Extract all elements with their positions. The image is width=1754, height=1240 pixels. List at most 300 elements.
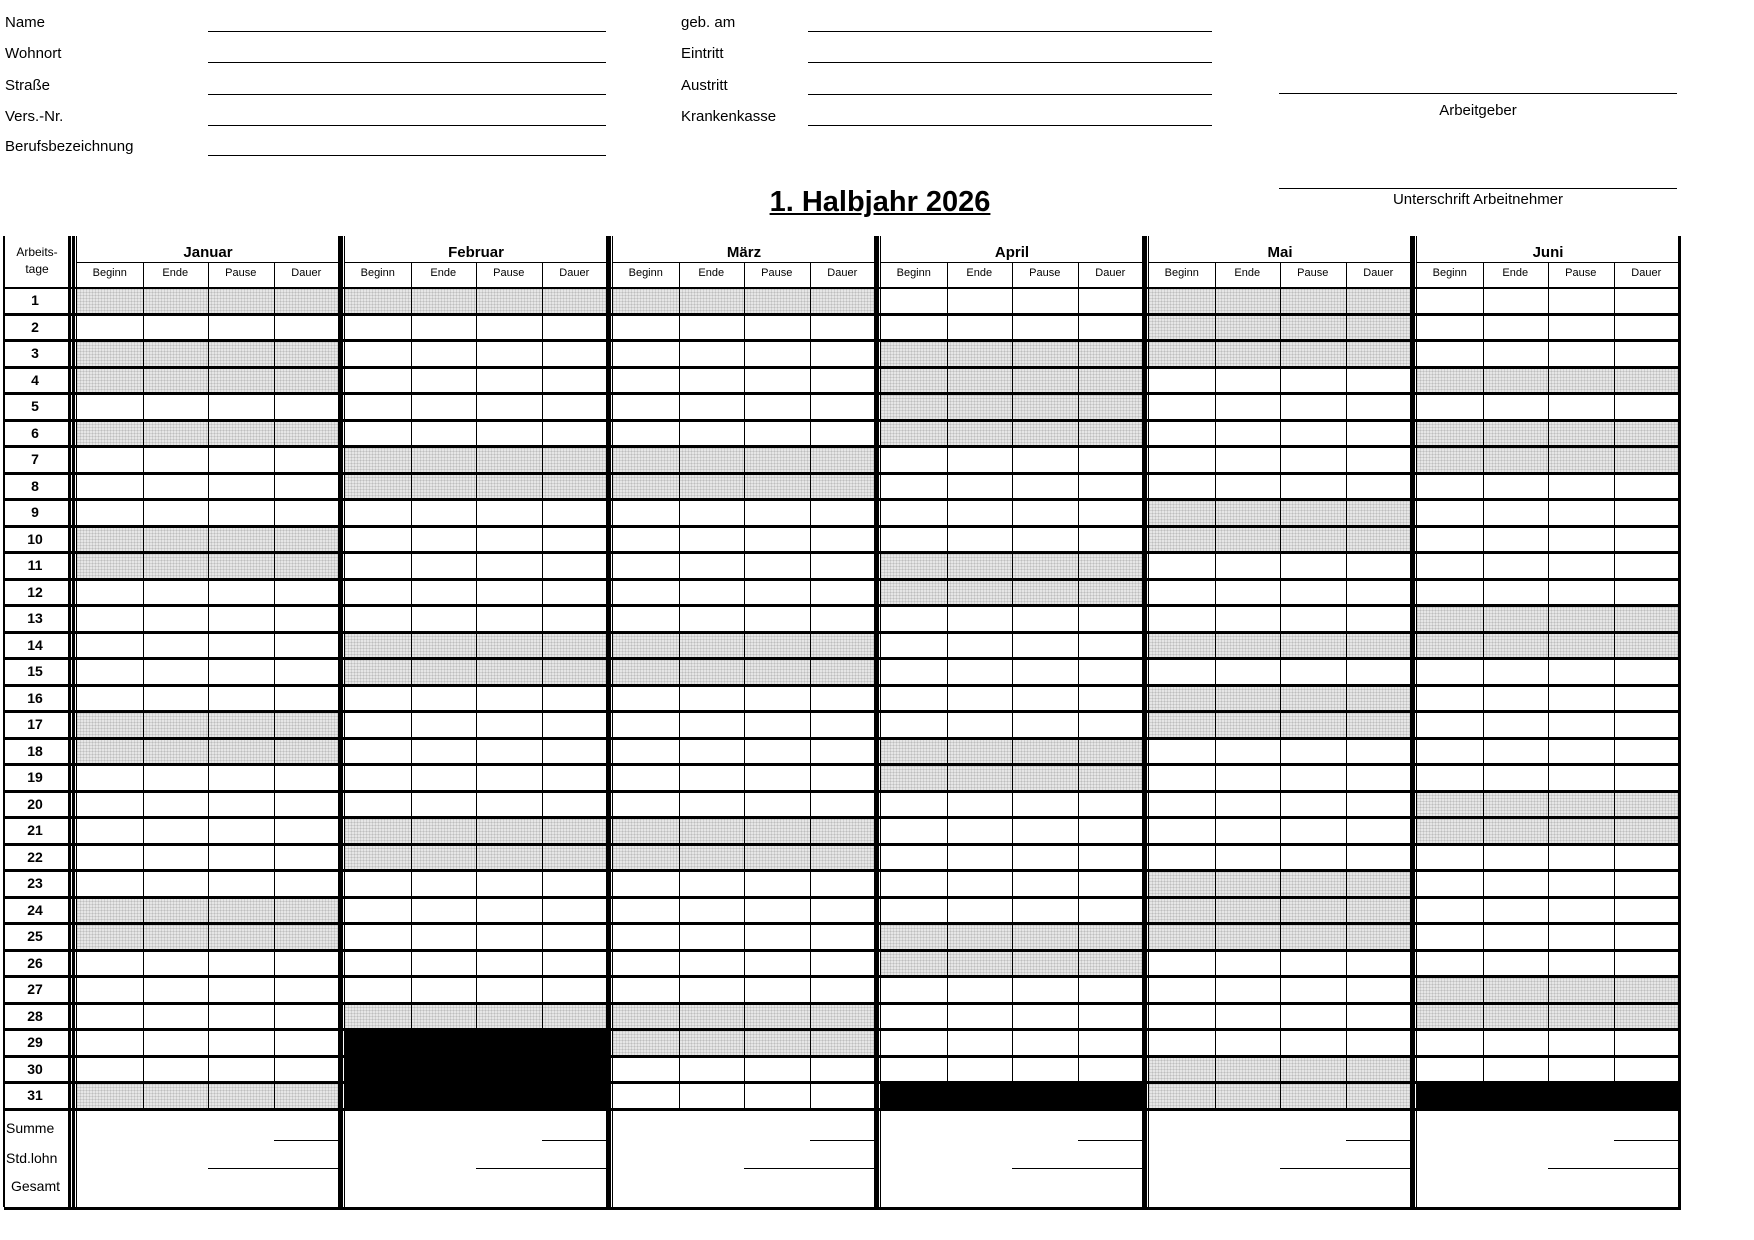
time-entry-cell[interactable] [1417, 314, 1483, 341]
time-entry-cell[interactable] [1548, 976, 1614, 1003]
time-entry-cell[interactable] [345, 950, 411, 977]
time-entry-cell[interactable] [744, 870, 810, 897]
time-entry-cell[interactable] [476, 870, 542, 897]
time-entry-cell[interactable] [679, 685, 745, 712]
time-entry-cell[interactable] [476, 287, 542, 314]
time-entry-cell[interactable] [1149, 605, 1215, 632]
time-entry-cell[interactable] [679, 738, 745, 765]
time-entry-cell[interactable] [613, 473, 679, 500]
time-entry-cell[interactable] [947, 473, 1013, 500]
time-entry-cell[interactable] [1078, 552, 1144, 579]
time-entry-cell[interactable] [1614, 791, 1680, 818]
time-entry-cell[interactable] [744, 446, 810, 473]
time-entry-cell[interactable] [1280, 367, 1346, 394]
time-entry-cell[interactable] [476, 393, 542, 420]
time-entry-cell[interactable] [679, 897, 745, 924]
time-entry-cell[interactable] [881, 897, 947, 924]
time-entry-cell[interactable] [208, 711, 274, 738]
time-entry-cell[interactable] [1614, 738, 1680, 765]
time-entry-cell[interactable] [679, 923, 745, 950]
time-entry-cell[interactable] [143, 1056, 209, 1083]
time-entry-cell[interactable] [679, 1029, 745, 1056]
time-entry-cell[interactable] [542, 632, 608, 659]
time-entry-cell[interactable] [1078, 632, 1144, 659]
time-entry-cell[interactable] [1614, 1056, 1680, 1083]
time-entry-cell[interactable] [208, 976, 274, 1003]
time-entry-cell[interactable] [143, 420, 209, 447]
time-entry-cell[interactable] [881, 340, 947, 367]
time-entry-cell[interactable] [1483, 976, 1549, 1003]
time-entry-cell[interactable] [1483, 950, 1549, 977]
time-entry-cell[interactable] [345, 844, 411, 871]
time-entry-cell[interactable] [1149, 844, 1215, 871]
time-entry-cell[interactable] [274, 685, 340, 712]
time-entry-cell[interactable] [947, 420, 1013, 447]
time-entry-cell[interactable] [810, 1003, 876, 1030]
time-entry-cell[interactable] [613, 1082, 679, 1109]
time-entry-cell[interactable] [1149, 579, 1215, 606]
time-entry-cell[interactable] [1280, 764, 1346, 791]
time-entry-cell[interactable] [274, 446, 340, 473]
time-entry-cell[interactable] [947, 791, 1013, 818]
time-entry-cell[interactable] [411, 473, 477, 500]
time-entry-cell[interactable] [1149, 1082, 1215, 1109]
time-entry-cell[interactable] [1483, 420, 1549, 447]
time-entry-cell[interactable] [143, 1029, 209, 1056]
time-entry-cell[interactable] [613, 340, 679, 367]
time-entry-cell[interactable] [542, 685, 608, 712]
time-entry-cell[interactable] [810, 1082, 876, 1109]
time-entry-cell[interactable] [542, 844, 608, 871]
time-entry-cell[interactable] [1614, 870, 1680, 897]
time-entry-cell[interactable] [1417, 420, 1483, 447]
time-entry-cell[interactable] [613, 1003, 679, 1030]
time-entry-cell[interactable] [679, 658, 745, 685]
time-entry-cell[interactable] [274, 1029, 340, 1056]
time-entry-cell[interactable] [1078, 923, 1144, 950]
time-entry-cell[interactable] [1483, 738, 1549, 765]
time-entry-cell[interactable] [77, 950, 143, 977]
time-entry-cell[interactable] [1280, 605, 1346, 632]
time-entry-cell[interactable] [1548, 393, 1614, 420]
time-entry-cell[interactable] [476, 314, 542, 341]
time-entry-cell[interactable] [1417, 923, 1483, 950]
time-entry-cell[interactable] [345, 579, 411, 606]
time-entry-cell[interactable] [1215, 976, 1281, 1003]
time-entry-cell[interactable] [345, 711, 411, 738]
time-entry-cell[interactable] [1346, 870, 1412, 897]
time-entry-cell[interactable] [947, 658, 1013, 685]
time-entry-cell[interactable] [1548, 658, 1614, 685]
time-entry-cell[interactable] [1149, 791, 1215, 818]
time-entry-cell[interactable] [1215, 897, 1281, 924]
time-entry-cell[interactable] [274, 367, 340, 394]
time-entry-cell[interactable] [208, 552, 274, 579]
time-entry-cell[interactable] [1417, 976, 1483, 1003]
time-entry-cell[interactable] [1614, 446, 1680, 473]
wage-line[interactable] [744, 1168, 875, 1169]
time-entry-cell[interactable] [1346, 897, 1412, 924]
time-entry-cell[interactable] [1215, 685, 1281, 712]
time-entry-cell[interactable] [77, 870, 143, 897]
time-entry-cell[interactable] [1012, 791, 1078, 818]
time-entry-cell[interactable] [476, 658, 542, 685]
time-entry-cell[interactable] [1614, 817, 1680, 844]
time-entry-cell[interactable] [679, 579, 745, 606]
time-entry-cell[interactable] [744, 605, 810, 632]
time-entry-cell[interactable] [1346, 526, 1412, 553]
time-entry-cell[interactable] [679, 499, 745, 526]
time-entry-cell[interactable] [476, 605, 542, 632]
time-entry-cell[interactable] [1614, 844, 1680, 871]
time-entry-cell[interactable] [881, 393, 947, 420]
time-entry-cell[interactable] [1548, 314, 1614, 341]
time-entry-cell[interactable] [1548, 950, 1614, 977]
time-entry-cell[interactable] [744, 764, 810, 791]
time-entry-cell[interactable] [1346, 791, 1412, 818]
time-entry-cell[interactable] [744, 499, 810, 526]
time-entry-cell[interactable] [1012, 287, 1078, 314]
time-entry-cell[interactable] [744, 473, 810, 500]
time-entry-cell[interactable] [1548, 711, 1614, 738]
time-entry-cell[interactable] [411, 446, 477, 473]
time-entry-cell[interactable] [1614, 287, 1680, 314]
time-entry-cell[interactable] [1078, 579, 1144, 606]
time-entry-cell[interactable] [1417, 579, 1483, 606]
time-entry-cell[interactable] [345, 1003, 411, 1030]
time-entry-cell[interactable] [143, 1003, 209, 1030]
time-entry-cell[interactable] [613, 791, 679, 818]
time-entry-cell[interactable] [77, 579, 143, 606]
time-entry-cell[interactable] [274, 870, 340, 897]
time-entry-cell[interactable] [1012, 632, 1078, 659]
time-entry-cell[interactable] [1548, 632, 1614, 659]
time-entry-cell[interactable] [143, 552, 209, 579]
time-entry-cell[interactable] [1483, 314, 1549, 341]
time-entry-cell[interactable] [542, 420, 608, 447]
time-entry-cell[interactable] [881, 632, 947, 659]
time-entry-cell[interactable] [1548, 552, 1614, 579]
time-entry-cell[interactable] [881, 950, 947, 977]
wage-line[interactable] [208, 1168, 339, 1169]
time-entry-cell[interactable] [542, 950, 608, 977]
time-entry-cell[interactable] [1417, 552, 1483, 579]
time-entry-cell[interactable] [947, 393, 1013, 420]
time-entry-cell[interactable] [613, 420, 679, 447]
time-entry-cell[interactable] [411, 817, 477, 844]
time-entry-cell[interactable] [1215, 870, 1281, 897]
time-entry-cell[interactable] [77, 632, 143, 659]
time-entry-cell[interactable] [476, 817, 542, 844]
time-entry-cell[interactable] [1280, 287, 1346, 314]
time-entry-cell[interactable] [810, 658, 876, 685]
time-entry-cell[interactable] [476, 685, 542, 712]
time-entry-cell[interactable] [476, 473, 542, 500]
time-entry-cell[interactable] [1012, 393, 1078, 420]
time-entry-cell[interactable] [1215, 420, 1281, 447]
time-entry-cell[interactable] [1215, 844, 1281, 871]
time-entry-cell[interactable] [947, 287, 1013, 314]
time-entry-cell[interactable] [613, 393, 679, 420]
time-entry-cell[interactable] [1280, 1003, 1346, 1030]
time-entry-cell[interactable] [810, 844, 876, 871]
time-entry-cell[interactable] [476, 897, 542, 924]
time-entry-cell[interactable] [1483, 923, 1549, 950]
time-entry-cell[interactable] [143, 367, 209, 394]
time-entry-cell[interactable] [345, 658, 411, 685]
time-entry-cell[interactable] [77, 499, 143, 526]
time-entry-cell[interactable] [143, 579, 209, 606]
sum-line[interactable] [1614, 1140, 1680, 1141]
time-entry-cell[interactable] [947, 923, 1013, 950]
time-entry-cell[interactable] [1417, 393, 1483, 420]
time-entry-cell[interactable] [679, 764, 745, 791]
time-entry-cell[interactable] [1483, 817, 1549, 844]
time-entry-cell[interactable] [208, 526, 274, 553]
time-entry-cell[interactable] [274, 605, 340, 632]
time-entry-cell[interactable] [1078, 764, 1144, 791]
time-entry-cell[interactable] [881, 287, 947, 314]
time-entry-cell[interactable] [947, 738, 1013, 765]
time-entry-cell[interactable] [411, 791, 477, 818]
time-entry-cell[interactable] [1149, 367, 1215, 394]
time-entry-cell[interactable] [1078, 287, 1144, 314]
time-entry-cell[interactable] [274, 764, 340, 791]
time-entry-cell[interactable] [881, 685, 947, 712]
time-entry-cell[interactable] [77, 1003, 143, 1030]
time-entry-cell[interactable] [542, 340, 608, 367]
time-entry-cell[interactable] [208, 685, 274, 712]
time-entry-cell[interactable] [1417, 764, 1483, 791]
time-entry-cell[interactable] [1149, 446, 1215, 473]
time-entry-cell[interactable] [1548, 738, 1614, 765]
time-entry-cell[interactable] [613, 658, 679, 685]
time-entry-cell[interactable] [274, 393, 340, 420]
time-entry-cell[interactable] [947, 632, 1013, 659]
time-entry-cell[interactable] [1215, 1082, 1281, 1109]
time-entry-cell[interactable] [77, 844, 143, 871]
time-entry-cell[interactable] [542, 738, 608, 765]
time-entry-cell[interactable] [1346, 976, 1412, 1003]
time-entry-cell[interactable] [1614, 658, 1680, 685]
time-entry-cell[interactable] [613, 711, 679, 738]
time-entry-cell[interactable] [810, 870, 876, 897]
time-entry-cell[interactable] [1417, 473, 1483, 500]
time-entry-cell[interactable] [679, 287, 745, 314]
time-entry-cell[interactable] [1012, 976, 1078, 1003]
time-entry-cell[interactable] [1548, 685, 1614, 712]
time-entry-cell[interactable] [947, 605, 1013, 632]
time-entry-cell[interactable] [1078, 897, 1144, 924]
time-entry-cell[interactable] [881, 923, 947, 950]
time-entry-cell[interactable] [1548, 499, 1614, 526]
time-entry-cell[interactable] [679, 950, 745, 977]
time-entry-cell[interactable] [1012, 1029, 1078, 1056]
time-entry-cell[interactable] [1215, 473, 1281, 500]
time-entry-cell[interactable] [1483, 711, 1549, 738]
time-entry-cell[interactable] [1215, 711, 1281, 738]
time-entry-cell[interactable] [345, 340, 411, 367]
time-entry-cell[interactable] [274, 791, 340, 818]
time-entry-cell[interactable] [476, 950, 542, 977]
time-entry-cell[interactable] [274, 579, 340, 606]
time-entry-cell[interactable] [1280, 738, 1346, 765]
time-entry-cell[interactable] [881, 552, 947, 579]
time-entry-cell[interactable] [476, 446, 542, 473]
time-entry-cell[interactable] [881, 526, 947, 553]
time-entry-cell[interactable] [1346, 1029, 1412, 1056]
time-entry-cell[interactable] [1078, 870, 1144, 897]
time-entry-cell[interactable] [881, 1056, 947, 1083]
time-entry-cell[interactable] [208, 844, 274, 871]
time-entry-cell[interactable] [77, 923, 143, 950]
time-entry-cell[interactable] [345, 526, 411, 553]
time-entry-cell[interactable] [208, 738, 274, 765]
time-entry-cell[interactable] [411, 711, 477, 738]
time-entry-cell[interactable] [208, 393, 274, 420]
time-entry-cell[interactable] [1346, 420, 1412, 447]
time-entry-cell[interactable] [77, 314, 143, 341]
time-entry-cell[interactable] [542, 923, 608, 950]
time-entry-cell[interactable] [411, 420, 477, 447]
time-entry-cell[interactable] [1078, 685, 1144, 712]
time-entry-cell[interactable] [542, 791, 608, 818]
time-entry-cell[interactable] [143, 685, 209, 712]
time-entry-cell[interactable] [411, 685, 477, 712]
time-entry-cell[interactable] [1483, 605, 1549, 632]
time-entry-cell[interactable] [1012, 764, 1078, 791]
time-entry-cell[interactable] [208, 632, 274, 659]
time-entry-cell[interactable] [1614, 499, 1680, 526]
time-entry-cell[interactable] [947, 367, 1013, 394]
time-entry-cell[interactable] [613, 870, 679, 897]
time-entry-cell[interactable] [947, 314, 1013, 341]
time-entry-cell[interactable] [1078, 711, 1144, 738]
time-entry-cell[interactable] [274, 499, 340, 526]
time-entry-cell[interactable] [1346, 817, 1412, 844]
time-entry-cell[interactable] [1417, 685, 1483, 712]
time-entry-cell[interactable] [613, 764, 679, 791]
time-entry-cell[interactable] [881, 605, 947, 632]
time-entry-cell[interactable] [881, 844, 947, 871]
time-entry-cell[interactable] [542, 579, 608, 606]
time-entry-cell[interactable] [77, 605, 143, 632]
time-entry-cell[interactable] [542, 605, 608, 632]
time-entry-cell[interactable] [77, 473, 143, 500]
time-entry-cell[interactable] [613, 685, 679, 712]
time-entry-cell[interactable] [411, 367, 477, 394]
time-entry-cell[interactable] [77, 367, 143, 394]
time-entry-cell[interactable] [476, 738, 542, 765]
time-entry-cell[interactable] [345, 817, 411, 844]
time-entry-cell[interactable] [744, 393, 810, 420]
time-entry-cell[interactable] [274, 287, 340, 314]
time-entry-cell[interactable] [1215, 287, 1281, 314]
time-entry-cell[interactable] [1417, 1003, 1483, 1030]
time-entry-cell[interactable] [1483, 340, 1549, 367]
time-entry-cell[interactable] [1417, 658, 1483, 685]
time-entry-cell[interactable] [679, 446, 745, 473]
time-entry-cell[interactable] [143, 658, 209, 685]
time-entry-cell[interactable] [1280, 632, 1346, 659]
time-entry-cell[interactable] [274, 314, 340, 341]
time-entry-cell[interactable] [744, 632, 810, 659]
time-entry-cell[interactable] [613, 314, 679, 341]
time-entry-cell[interactable] [1614, 950, 1680, 977]
time-entry-cell[interactable] [1280, 897, 1346, 924]
time-entry-cell[interactable] [679, 314, 745, 341]
time-entry-cell[interactable] [810, 605, 876, 632]
time-entry-cell[interactable] [274, 711, 340, 738]
time-entry-cell[interactable] [613, 605, 679, 632]
time-entry-cell[interactable] [1149, 923, 1215, 950]
time-entry-cell[interactable] [476, 340, 542, 367]
time-entry-cell[interactable] [947, 340, 1013, 367]
time-entry-cell[interactable] [1078, 738, 1144, 765]
time-entry-cell[interactable] [143, 897, 209, 924]
time-entry-cell[interactable] [345, 605, 411, 632]
time-entry-cell[interactable] [881, 446, 947, 473]
time-entry-cell[interactable] [143, 976, 209, 1003]
time-entry-cell[interactable] [345, 923, 411, 950]
time-entry-cell[interactable] [411, 923, 477, 950]
time-entry-cell[interactable] [1078, 526, 1144, 553]
time-entry-cell[interactable] [208, 367, 274, 394]
time-entry-cell[interactable] [1078, 817, 1144, 844]
time-entry-cell[interactable] [345, 473, 411, 500]
time-entry-cell[interactable] [613, 499, 679, 526]
time-entry-cell[interactable] [476, 552, 542, 579]
time-entry-cell[interactable] [810, 738, 876, 765]
time-entry-cell[interactable] [1078, 473, 1144, 500]
time-entry-cell[interactable] [1149, 950, 1215, 977]
time-entry-cell[interactable] [411, 844, 477, 871]
time-entry-cell[interactable] [947, 844, 1013, 871]
time-entry-cell[interactable] [77, 658, 143, 685]
time-entry-cell[interactable] [1346, 844, 1412, 871]
time-entry-cell[interactable] [744, 923, 810, 950]
time-entry-cell[interactable] [77, 791, 143, 818]
time-entry-cell[interactable] [1548, 791, 1614, 818]
time-entry-cell[interactable] [810, 367, 876, 394]
time-entry-cell[interactable] [613, 976, 679, 1003]
time-entry-cell[interactable] [1012, 552, 1078, 579]
time-entry-cell[interactable] [1078, 420, 1144, 447]
time-entry-cell[interactable] [208, 1082, 274, 1109]
time-entry-cell[interactable] [143, 499, 209, 526]
time-entry-cell[interactable] [1280, 446, 1346, 473]
time-entry-cell[interactable] [810, 314, 876, 341]
time-entry-cell[interactable] [1483, 1003, 1549, 1030]
time-entry-cell[interactable] [143, 711, 209, 738]
time-entry-cell[interactable] [274, 976, 340, 1003]
time-entry-cell[interactable] [411, 764, 477, 791]
time-entry-cell[interactable] [881, 791, 947, 818]
time-entry-cell[interactable] [208, 870, 274, 897]
time-entry-cell[interactable] [744, 976, 810, 1003]
time-entry-cell[interactable] [208, 658, 274, 685]
time-entry-cell[interactable] [542, 393, 608, 420]
time-entry-cell[interactable] [1346, 393, 1412, 420]
time-entry-cell[interactable] [274, 1056, 340, 1083]
time-entry-cell[interactable] [345, 420, 411, 447]
time-entry-cell[interactable] [1346, 950, 1412, 977]
time-entry-cell[interactable] [881, 976, 947, 1003]
time-entry-cell[interactable] [947, 764, 1013, 791]
time-entry-cell[interactable] [947, 711, 1013, 738]
time-entry-cell[interactable] [1417, 367, 1483, 394]
time-entry-cell[interactable] [1346, 764, 1412, 791]
